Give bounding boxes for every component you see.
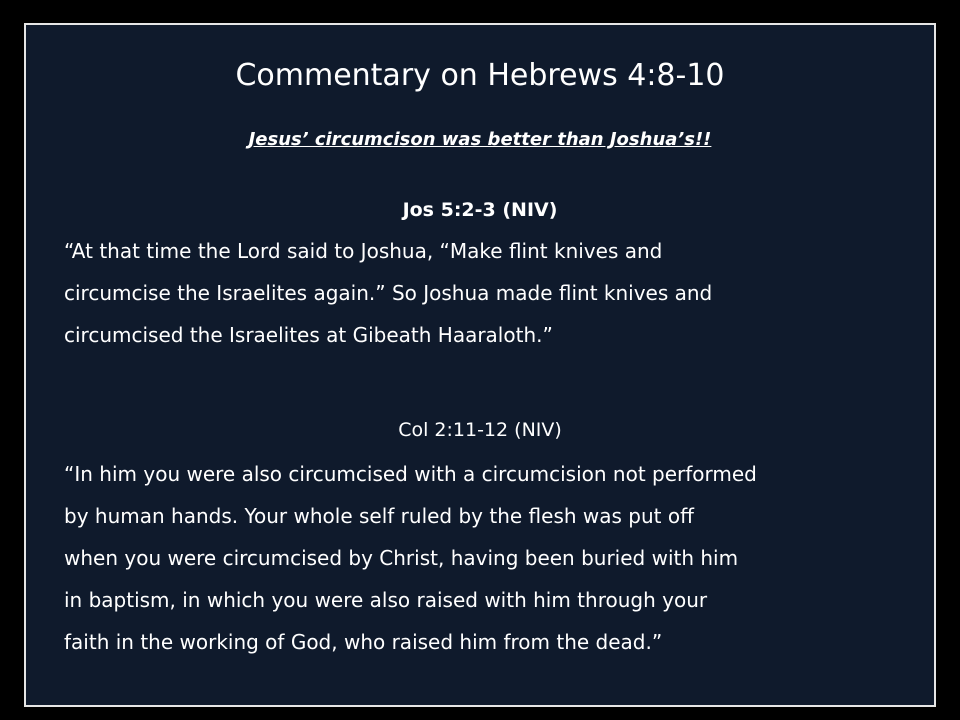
slide-title: Commentary on Hebrews 4:8-10 <box>235 58 725 93</box>
quote-line: “At that time the Lord said to Joshua, “Make flint knives and <box>64 239 663 263</box>
passage-reference-colossians: Col 2:11-12 (NIV) <box>398 419 562 441</box>
quote-line: circumcised the Israelites at Gibeath Haaraloth.” <box>64 323 553 347</box>
quote-line: faith in the working of God, who raised him from the dead.” <box>64 630 663 654</box>
quote-line: when you were circumcised by Christ, having been buried with him <box>64 546 739 570</box>
quote-line: by human hands. Your whole self ruled by the flesh was put off <box>64 504 694 528</box>
passage-quote-joshua <box>64 230 944 356</box>
quote-line: in baptism, in which you were also raised with him through your <box>64 588 708 612</box>
quote-line: circumcise the Israelites again.” So Joshua made flint knives and <box>64 281 713 305</box>
slide-subtitle: Jesus’ circumcison was better than Joshua’s!! <box>248 129 712 150</box>
quote-line: “In him you were also circumcised with a circumcision not performed <box>64 462 757 486</box>
passage-quote-colossians <box>64 453 944 663</box>
passage-reference-joshua: Jos 5:2-3 (NIV) <box>402 199 558 221</box>
